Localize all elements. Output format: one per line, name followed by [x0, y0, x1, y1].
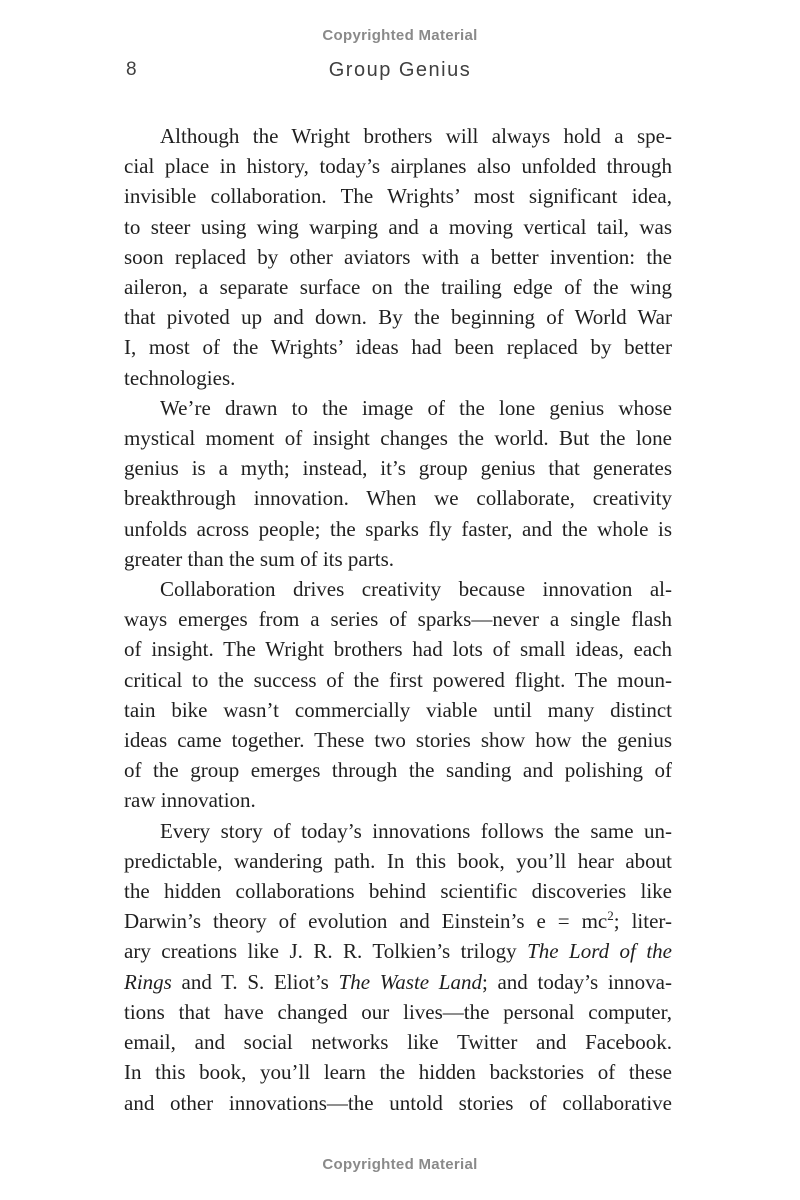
text-line: aileron, a separate surface on the trailing edge of the wing: [124, 275, 672, 300]
text-line: critical to the success of the first powered flight. The moun-: [124, 667, 672, 692]
text-line: of the group emerges through the sanding and polishing of: [124, 758, 672, 783]
text-line: email, and social networks like Twitter and Facebook.: [124, 1030, 672, 1055]
running-title: Group Genius: [328, 59, 472, 81]
text-line: greater than the sum of its parts.: [124, 546, 395, 571]
text-line: Although the Wright brothers will always hold a spe-: [160, 124, 672, 148]
text-line: ways emerges from a series of sparks—never a single flash: [124, 607, 672, 632]
text-line: raw innovation.: [124, 788, 256, 813]
text-line: cial place in history, today’s airplanes also unfolded through: [124, 154, 672, 179]
text-line: tain bike wasn’t commercially viable until many distinct: [124, 697, 672, 722]
page-number: 8: [126, 59, 137, 80]
text-line: I, most of the Wrights’ ideas had been replaced by better: [124, 335, 672, 360]
text-line: soon replaced by other aviators with a better invention: the: [124, 244, 672, 269]
body-text: [124, 121, 672, 1118]
text-line: of insight. The Wright brothers had lots of small ideas, each: [124, 637, 672, 662]
text-line: technologies.: [124, 365, 236, 390]
page-header: [0, 59, 800, 83]
text-line: predictable, wandering path. In this book, you’ll hear about: [124, 848, 672, 873]
text-line: Collaboration drives creativity because innovation al-: [160, 577, 672, 602]
text-line: mystical moment of insight changes the world. But the lone: [124, 426, 672, 451]
text-line: We’re drawn to the image of the lone genius whose: [160, 395, 672, 420]
text-line: genius is a myth; instead, it’s group genius that generates: [124, 456, 672, 481]
text-line: In this book, you’ll learn the hidden backstories of these: [124, 1060, 672, 1085]
text-line: Rings and T. S. Eliot’s The Waste Land; and today’s innova-: [124, 969, 672, 994]
text-line: ary creations like J. R. R. Tolkien’s trilogy The Lord of the: [124, 939, 672, 964]
text-line: breakthrough innovation. When we collaborate, creativity: [124, 486, 672, 511]
text-line: that pivoted up and down. By the beginning of World War: [124, 305, 672, 330]
text-line: and other innovations—the untold stories of collaborative: [124, 1090, 672, 1115]
text-line: unfolds across people; the sparks fly faster, and the whole is: [124, 516, 672, 541]
bottom-copyright-notice: Copyrighted Material: [322, 1156, 478, 1173]
text-line: Darwin’s theory of evolution and Einstein’s $e = mc^2$; liter-: [124, 908, 672, 934]
text-line: to steer using wing warping and a moving vertical tail, was: [124, 214, 672, 239]
text-line: Every story of today’s innovations follows the same un-: [160, 818, 672, 843]
text-line: invisible collaboration. The Wrights’ most significant idea,: [124, 184, 672, 209]
top-copyright-notice: Copyrighted Material: [322, 27, 478, 44]
text-line: tions that have changed our lives—the personal computer,: [124, 999, 672, 1024]
text-line: ideas came together. These two stories show how the genius: [124, 728, 672, 753]
text-line: the hidden collaborations behind scientific discoveries like: [124, 879, 672, 904]
